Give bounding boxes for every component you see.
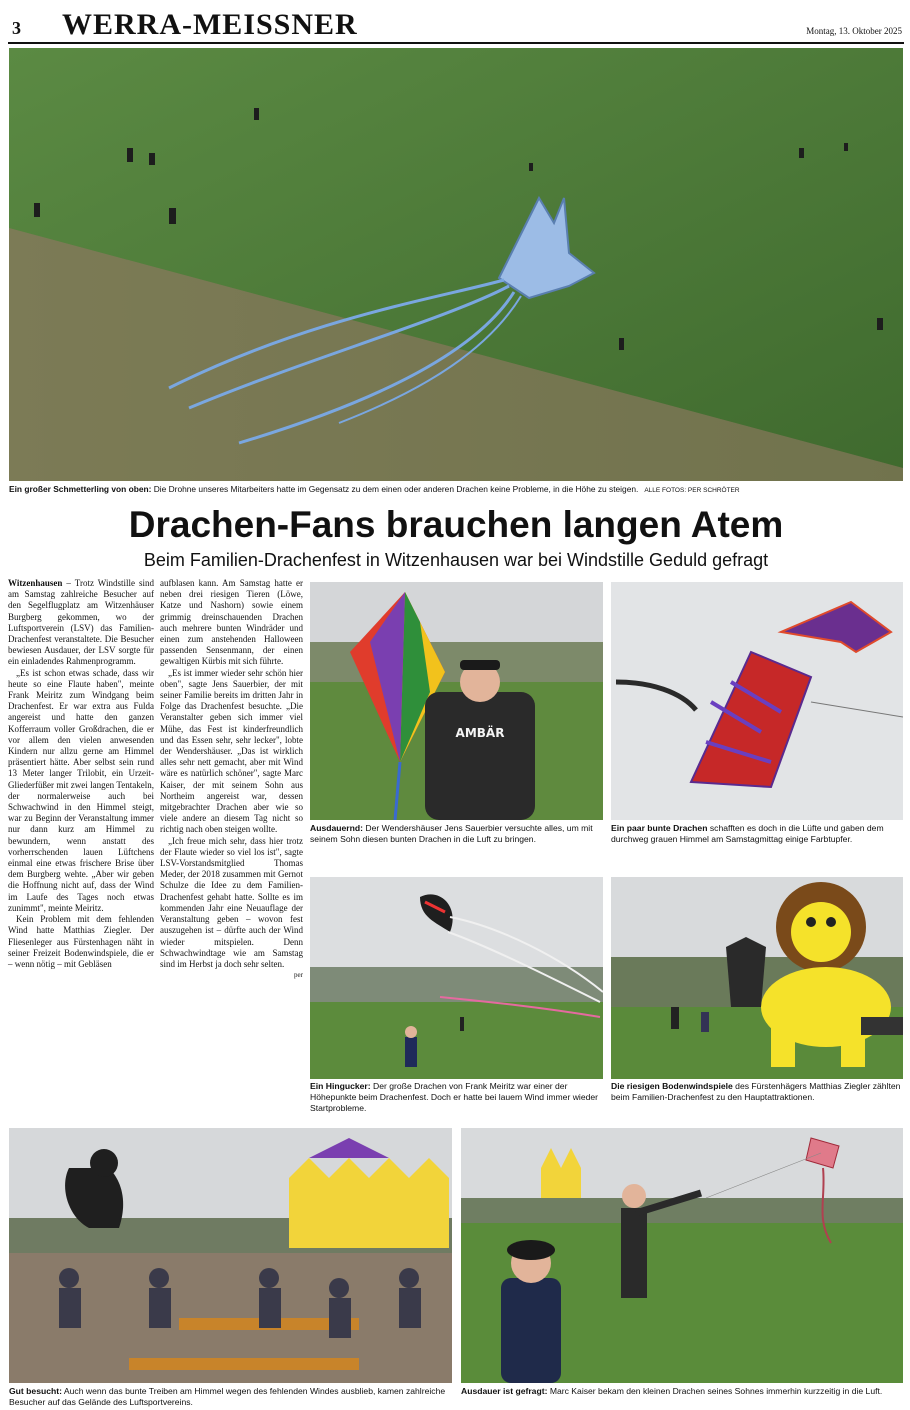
article-paragraph: Witzenhausen – Trotz Windstille sind am Samstag zahlreiche Besucher auf den Segelflugplatz am Witzenhäuser Burgberg gekommen, wo der Luftsportverein (LSV) das Familien-Drachenfest veranstaltete. Die Besucher bewiesen Ausdauer, der LSV sorgte für ein einladendes Rahmenprogramm. (8, 578, 154, 667)
photo-inflatable-lion (611, 877, 903, 1079)
photo-meiritz-kite (310, 877, 603, 1079)
article-paragraph: „Es ist immer wieder sehr schön hier oben", sagte Jens Sauerbier, der mit seiner Familie bereits im dritten Jahr in Folge das Drachenfest besuchte. „Die Veranstalter geben sich immer viel Mühe, das Fest ist kinderfreundlich und das Essen sehr, sehr lecker", lobte der Wendershäuser. „Das ist wirklich alles sehr nett gemacht, aber mit Wind wäre es natürlich schöner", sagte Marc Kaiser, der mit seinem Sohn aus Northeim angereist war, dessen mitgebrachter Drachen aber wie so viele andere an diesem Tag nicht so richtig nach oben steigen wollte. (160, 667, 303, 835)
shirt-print: AMBÄR (455, 726, 505, 740)
masthead (8, 6, 904, 44)
photo-kaiser-son-kite (461, 1128, 903, 1383)
article-subheadline: Beim Familien-Drachenfest in Witzenhausen war bei Windstille Geduld gefragt (143, 550, 769, 570)
caption-text: Die Drohne unseres Mitarbeiters hatte im Gegensatz zu dem einen oder anderen Drachen keine Probleme, in die Höhe zu steigen. (151, 484, 639, 494)
photo-colorful-kites-caption: Ein paar bunte Drachen schafften es doch in die Lüfte und gaben dem durchweg grauen Himmel am Samstagmittag einige Farbtupfer. (611, 823, 884, 844)
top-photo-butterfly-kite (9, 48, 903, 481)
section-title: WERRA-MEISSNER (62, 8, 358, 41)
article-paragraph: Kein Problem mit dem fehlenden Wind hatte Matthias Ziegler. Der Fliesenleger aus Fürstenhagen näht in seiner Freizeit Bodenwindspiele, die er – wenn nötig – mit Gebläsen (8, 914, 154, 969)
photo-colorful-kites (611, 582, 903, 820)
caption-lead: Ein großer Schmetterling von oben: (9, 484, 152, 494)
article-paragraph: aufblasen kann. Am Samstag hatte er neben drei riesigen Tieren (Löwe, Katze und Nashorn) sowie einem grimmig dreinschauenden Drachen auch mehrere bunten Windräder und einen zum anstehenden Halloween passenden Sensenmann, der einen gewaltigen Kürbis mit sich führte. (160, 578, 303, 667)
article-dateline: Witzenhausen (8, 578, 63, 588)
top-photo-caption (9, 484, 903, 496)
photo-sauerbier-caption: Ausdauernd: Der Wendershäuser Jens Sauerbier versuchte alles, um mit seinem Sohn diesen bunten Drachen in die Luft zu bringen. (310, 823, 593, 844)
photo-sauerbier-kite (310, 582, 603, 820)
photo-visitors-benches (9, 1128, 452, 1383)
photo-credit: ALLE FOTOS: PER SCHRÖTER (644, 487, 740, 494)
article-paragraph: „Ich freue mich sehr, dass hier trotz der Flaute wieder so viel los ist", sagte LSV-Vorstandsmitglied Thomas Meder, der 2018 zusammen mit Gernot Schulze die Idee zu dem Familien-Drachenfest gehabt hatte. Sollte es im kommenden Jahr eine Neuauflage der Veranstaltung geben – wovon fest auszugehen ist – dürfte auch der Wind wieder mitspielen. Denn Schwachwindtage wie am Samstag sind im Herbst ja doch sehr selten. (160, 835, 303, 969)
photo-lion-caption: Die riesigen Bodenwindspiele des Fürstenhägers Matthias Ziegler zählten beim Familien-Drachenfest zu den Hauptattraktionen. (611, 1081, 901, 1102)
article-column-2 (160, 578, 303, 981)
article-column-1 (8, 578, 154, 970)
page-number: 3 (12, 18, 21, 38)
author-signature: per (294, 971, 303, 980)
photo-kaiser-caption: Ausdauer ist gefragt: Marc Kaiser bekam den kleinen Drachen seines Sohnes immerhin kurzzeitig in die Luft. (461, 1386, 883, 1396)
issue-date: Montag, 13. Oktober 2025 (806, 26, 902, 36)
photo-meiritz-caption: Ein Hingucker: Der große Drachen von Frank Meiritz war einer der Höhepunkte beim Drachenfest. Doch er hatte bei lauem Wind immer wieder Startprobleme. (310, 1081, 599, 1113)
article-paragraph: „Es ist schon etwas schade, dass wir heute so eine Flaute haben", meinte Frank Meiritz zum Windgang beim Drachenfest. Er war extra aus Fulda angereist und hatte den ganzen Kofferraum voller Großdrachen, die er vor allem den vielen anwesenden Kindern nur allzu gerne am Himmel präsentiert hätte. Aber selbst sein rund 13 Meter langer Trilobit, ein Urzeit-Gliederfüßer mit zwei langen Tentakeln, der normalerweise auch bei Schwachwind in den Himmel steigt, war zu Beginn der Veranstaltung immer nur dann kurz am Himmel zu bewundern, wenn anstatt des vorherrschenden lauen Lüftchens einmal eine etwas frischere Brise über dem Burgberg wehte. „Aber wir geben die Hoffnung nicht auf, dass der Wind im Laufe des Tages noch etwas zunimmt", meinte Meiritz. (8, 667, 154, 913)
photo-visitors-caption: Gut besucht: Auch wenn das bunte Treiben am Himmel wegen des fehlenden Windes ausblieb, kamen zahlreiche Besucher auf das Gelände des Luftsportvereins. (9, 1386, 446, 1407)
article-headline: Drachen-Fans brauchen langen Atem (128, 504, 784, 545)
